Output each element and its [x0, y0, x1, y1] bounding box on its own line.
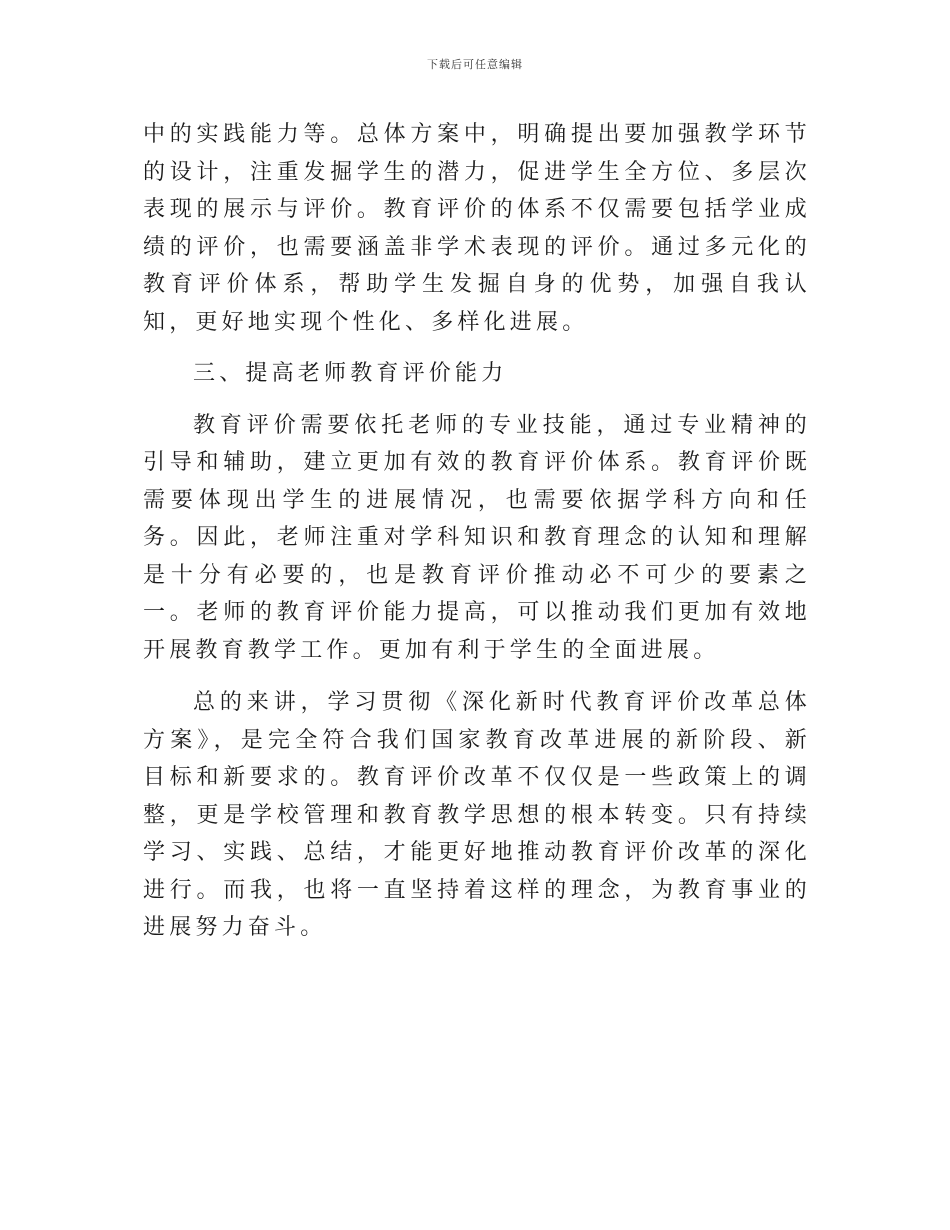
- paragraph-continuation: 中的实践能力等。总体方案中，明确提出要加强教学环节的设计，注重发掘学生的潜力，促进学生全方位、多层次表现的展示与评价。教育评价的体系不仅需要包括学业成绩的评价，也需要涵盖非学术表现的评价。通过多元化的教育评价体系，帮助学生发掘自身的优势，加强自我认知，更好地实现个性化、多样化进展。: [143, 122, 811, 335]
- paragraph-teacher-ability: 教育评价需要依托老师的专业技能，通过专业精神的引导和辅助，建立更加有效的教育评价体系。教育评价既需要体现出学生的进展情况，也需要依据学科方向和任务。因此，老师注重对学科知识和教育理念的认知和理解是十分有必要的，也是教育评价推动必不可少的要素之一。老师的教育评价能力提高，可以推动我们更加有效地开展教育教学工作。更加有利于学生的全面进展。: [143, 412, 811, 663]
- document-body: [143, 116, 811, 947]
- paragraph-conclusion: 总的来讲，学习贯彻《深化新时代教育评价改革总体方案》，是完全符合我们国家教育改革进展的新阶段、新目标和新要求的。教育评价改革不仅仅是一些政策上的调整，更是学校管理和教育教学思想的根本转变。只有持续学习、实践、总结，才能更好地推动教育评价改革的深化进行。而我，也将一直坚持着这样的理念，为教育事业的进展努力奋斗。: [143, 690, 811, 940]
- section-heading: 三、提高老师教育评价能力: [193, 361, 508, 386]
- header-editable-note: 下载后可任意编辑: [427, 58, 523, 71]
